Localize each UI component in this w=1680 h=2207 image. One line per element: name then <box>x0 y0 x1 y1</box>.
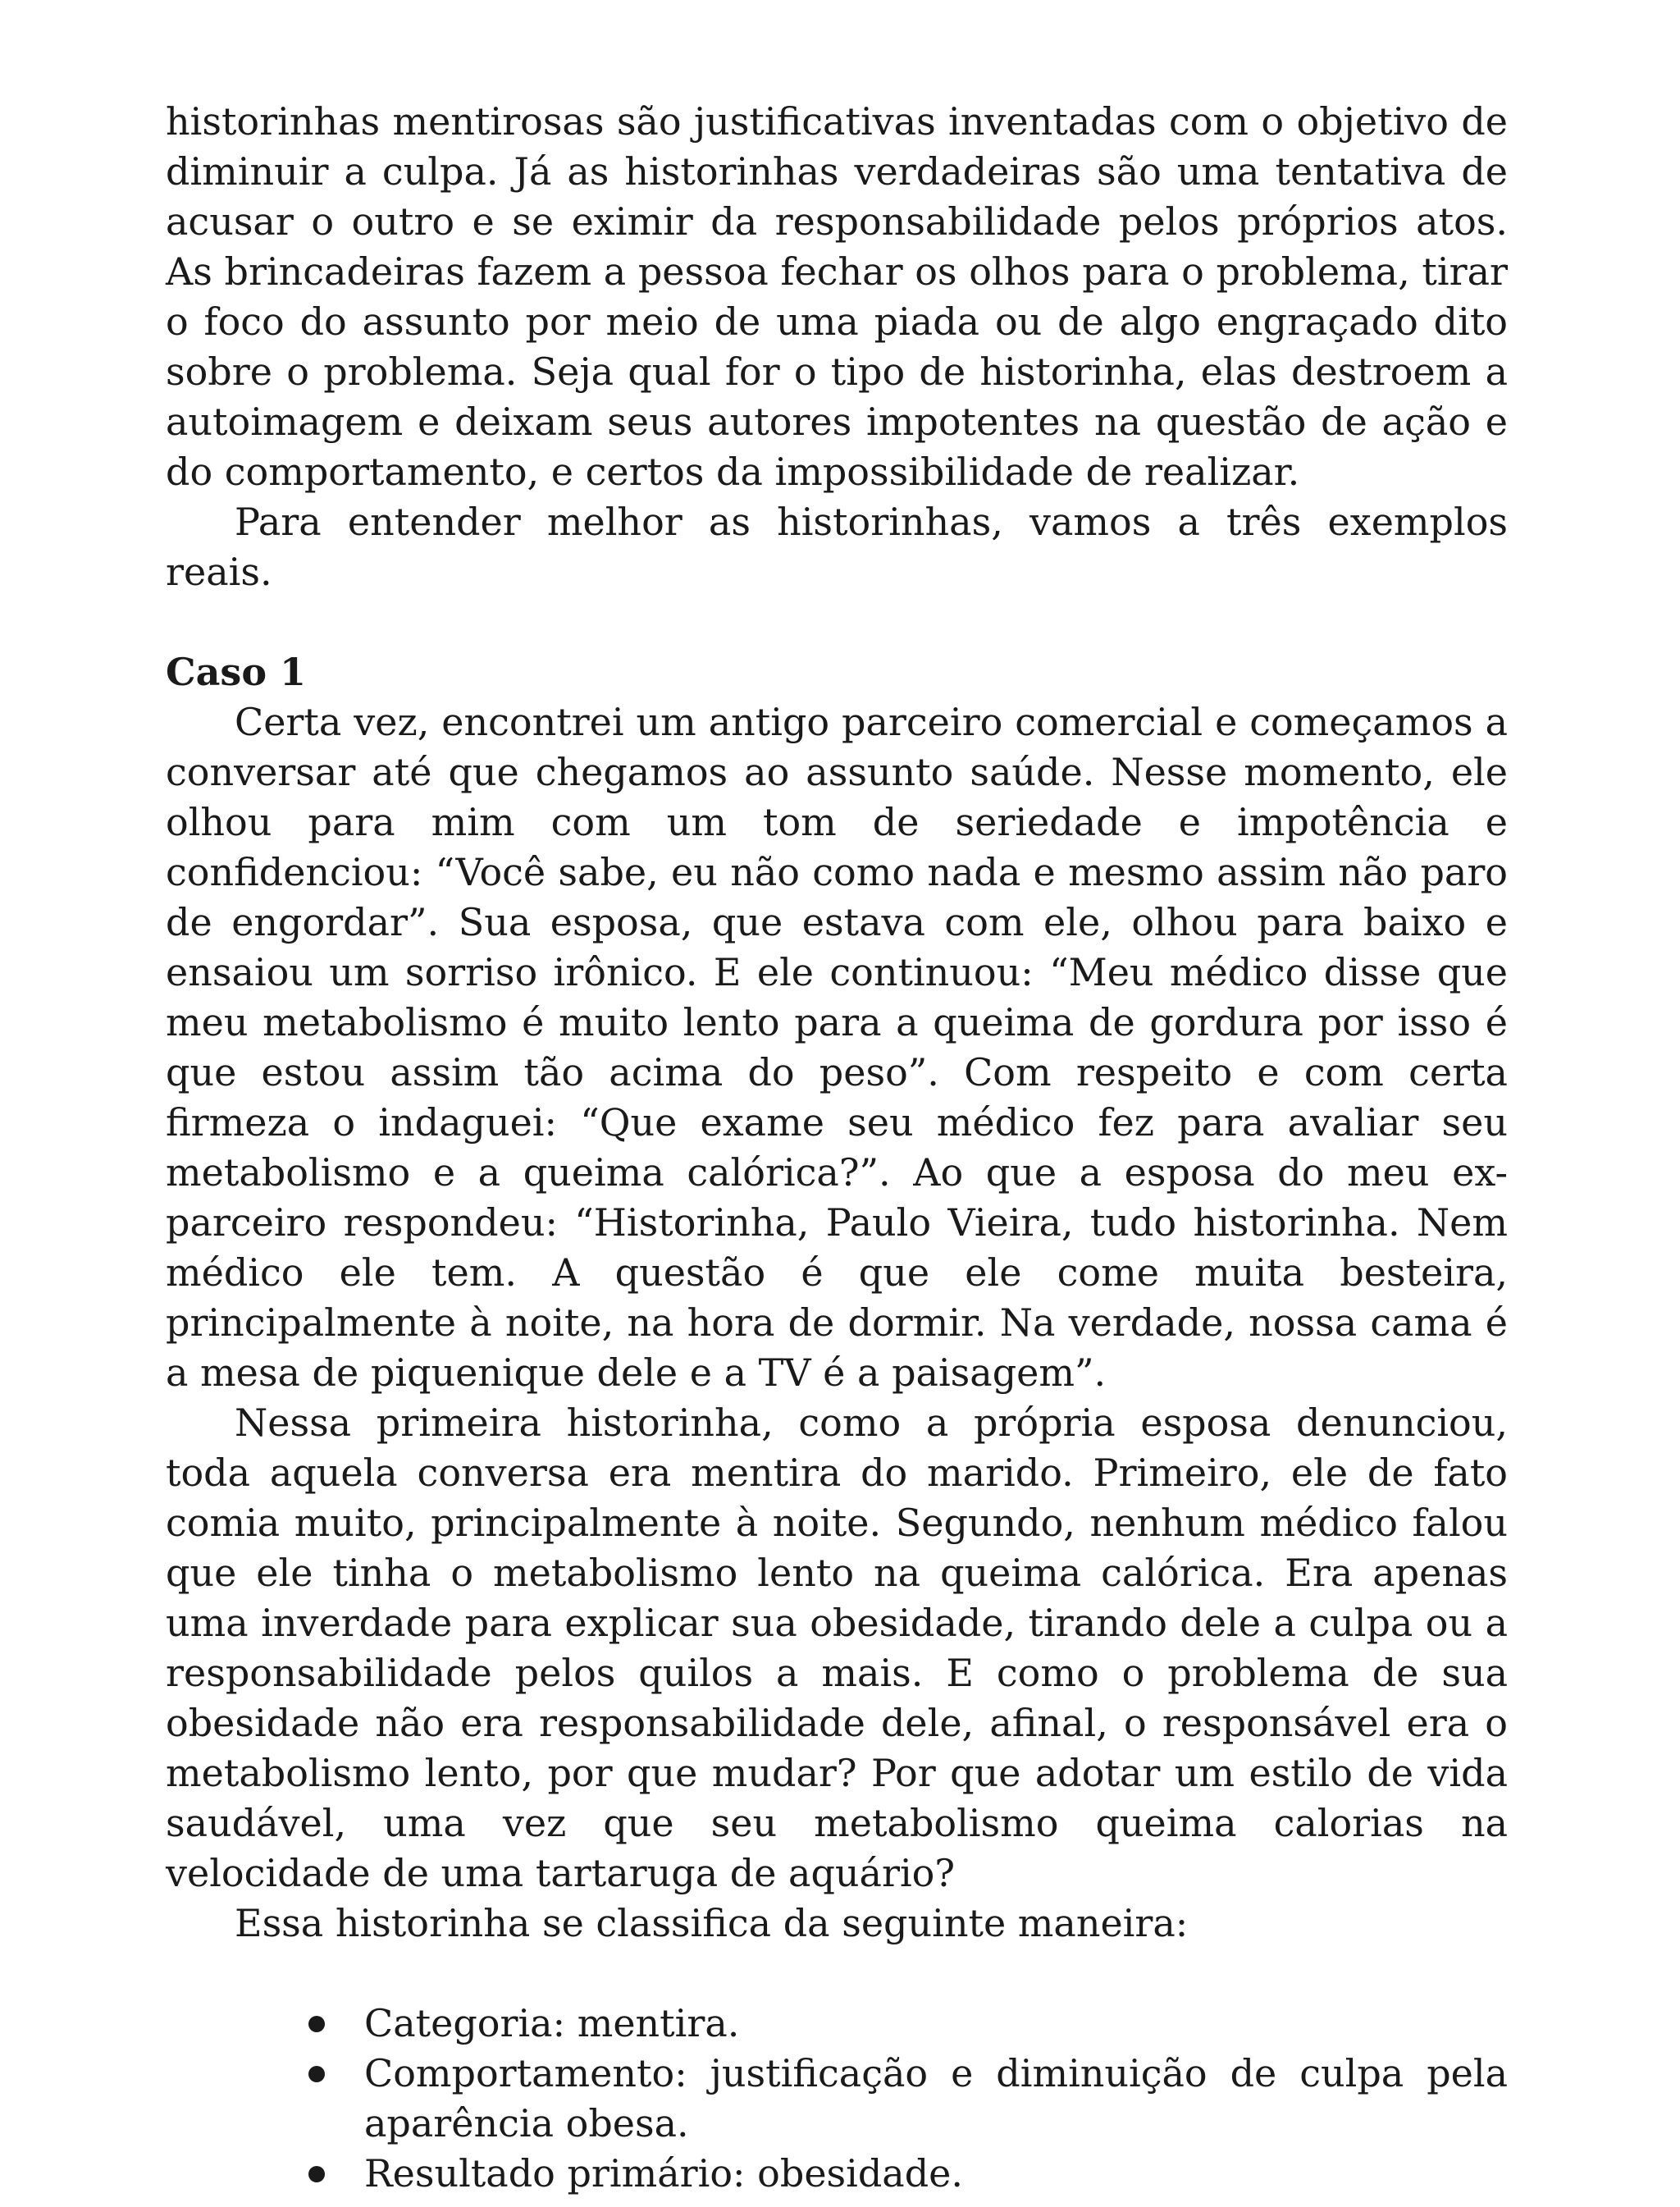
paragraph-continuation: historinhas mentirosas são justificativas inventadas com o objetivo de diminuir a culpa. Já as historinhas verdadeiras são uma tentativa de acusar o outro e se eximir da responsabilidade pelos próprios atos. As brincadeiras fazem a pessoa fechar os olhos para o problema, tirar o foco do assunto por meio de uma piada ou de algo engraçado dito sobre o problema. Seja qual for o tipo de historinha, elas destroem a autoimagem e deixam seus autores impotentes na questão de ação e do comportamento, e certos da impossibilidade de realizar. <box>166 99 1508 494</box>
bullet-icon <box>308 2016 325 2032</box>
classification-list <box>166 1999 1508 2199</box>
section-heading: Caso 1 <box>166 650 307 694</box>
case-paragraph: Certa vez, encontrei um antigo parceiro comercial e começamos a conversar até que chegamos ao assunto saúde. Nesse momento, ele olhou para mim com um tom de seriedade e impotência e confidenciou: “Você sabe, eu não como nada e mesmo assim não paro de engordar”. Sua esposa, que estava com ele, olhou para baixo e ensaiou um sorriso irônico. E ele continuou: “Meu médico disse que meu metabolismo é muito lento para a queima de gordura por isso é que estou assim tão acima do peso”. Com respeito e com certa firmeza o indaguei: “Que exame seu médico fez para avaliar seu metabolismo e a queima calórica?”. Ao que a esposa do meu ex-parceiro respondeu: “Historinha, Paulo Vieira, tudo historinha. Nem médico ele tem. A questão é que ele come muita besteira, principalmente à noite, na hora de dormir. Na verdade, nossa cama é a mesa de piquenique dele e a TV é a paisagem”. <box>166 700 1508 1395</box>
list-item-text: Categoria: mentira. <box>364 2001 740 2045</box>
list-item <box>364 2049 1508 2149</box>
section-spacer <box>166 597 1508 647</box>
list-item-text: Resultado primário: obesidade. <box>364 2151 964 2196</box>
classification-intro: Essa historinha se classifica da seguinte maneira: <box>235 1901 1189 1945</box>
bullet-icon <box>308 2066 325 2082</box>
paragraph-intro-examples: Para entender melhor as historinhas, vamos a três exemplos reais. <box>166 500 1508 594</box>
list-item-text: Comportamento: justificação e diminuição de culpa pela aparência obesa. <box>364 2051 1508 2145</box>
analysis-paragraph: Nessa primeira historinha, como a própria esposa denunciou, toda aquela conversa era mentira do marido. Primeiro, ele de fato comia muito, principalmente à noite. Segundo, nenhum médico falou que ele tinha o metabolismo lento na queima calórica. Era apenas uma inverdade para explicar sua obesidade, tirando dele a culpa ou a responsabilidade pelos quilos a mais. E como o problema de sua obesidade não era responsabilidade dele, afinal, o responsável era o metabolismo lento, por que mudar? Por que adotar um estilo de vida saudável, uma vez que seu metabolismo queima calorias na velocidade de uma tartaruga de aquário? <box>166 1401 1508 1895</box>
bullet-icon <box>308 2166 325 2182</box>
list-item <box>364 1999 1508 2049</box>
document-page <box>166 97 1508 2199</box>
list-item <box>364 2149 1508 2199</box>
